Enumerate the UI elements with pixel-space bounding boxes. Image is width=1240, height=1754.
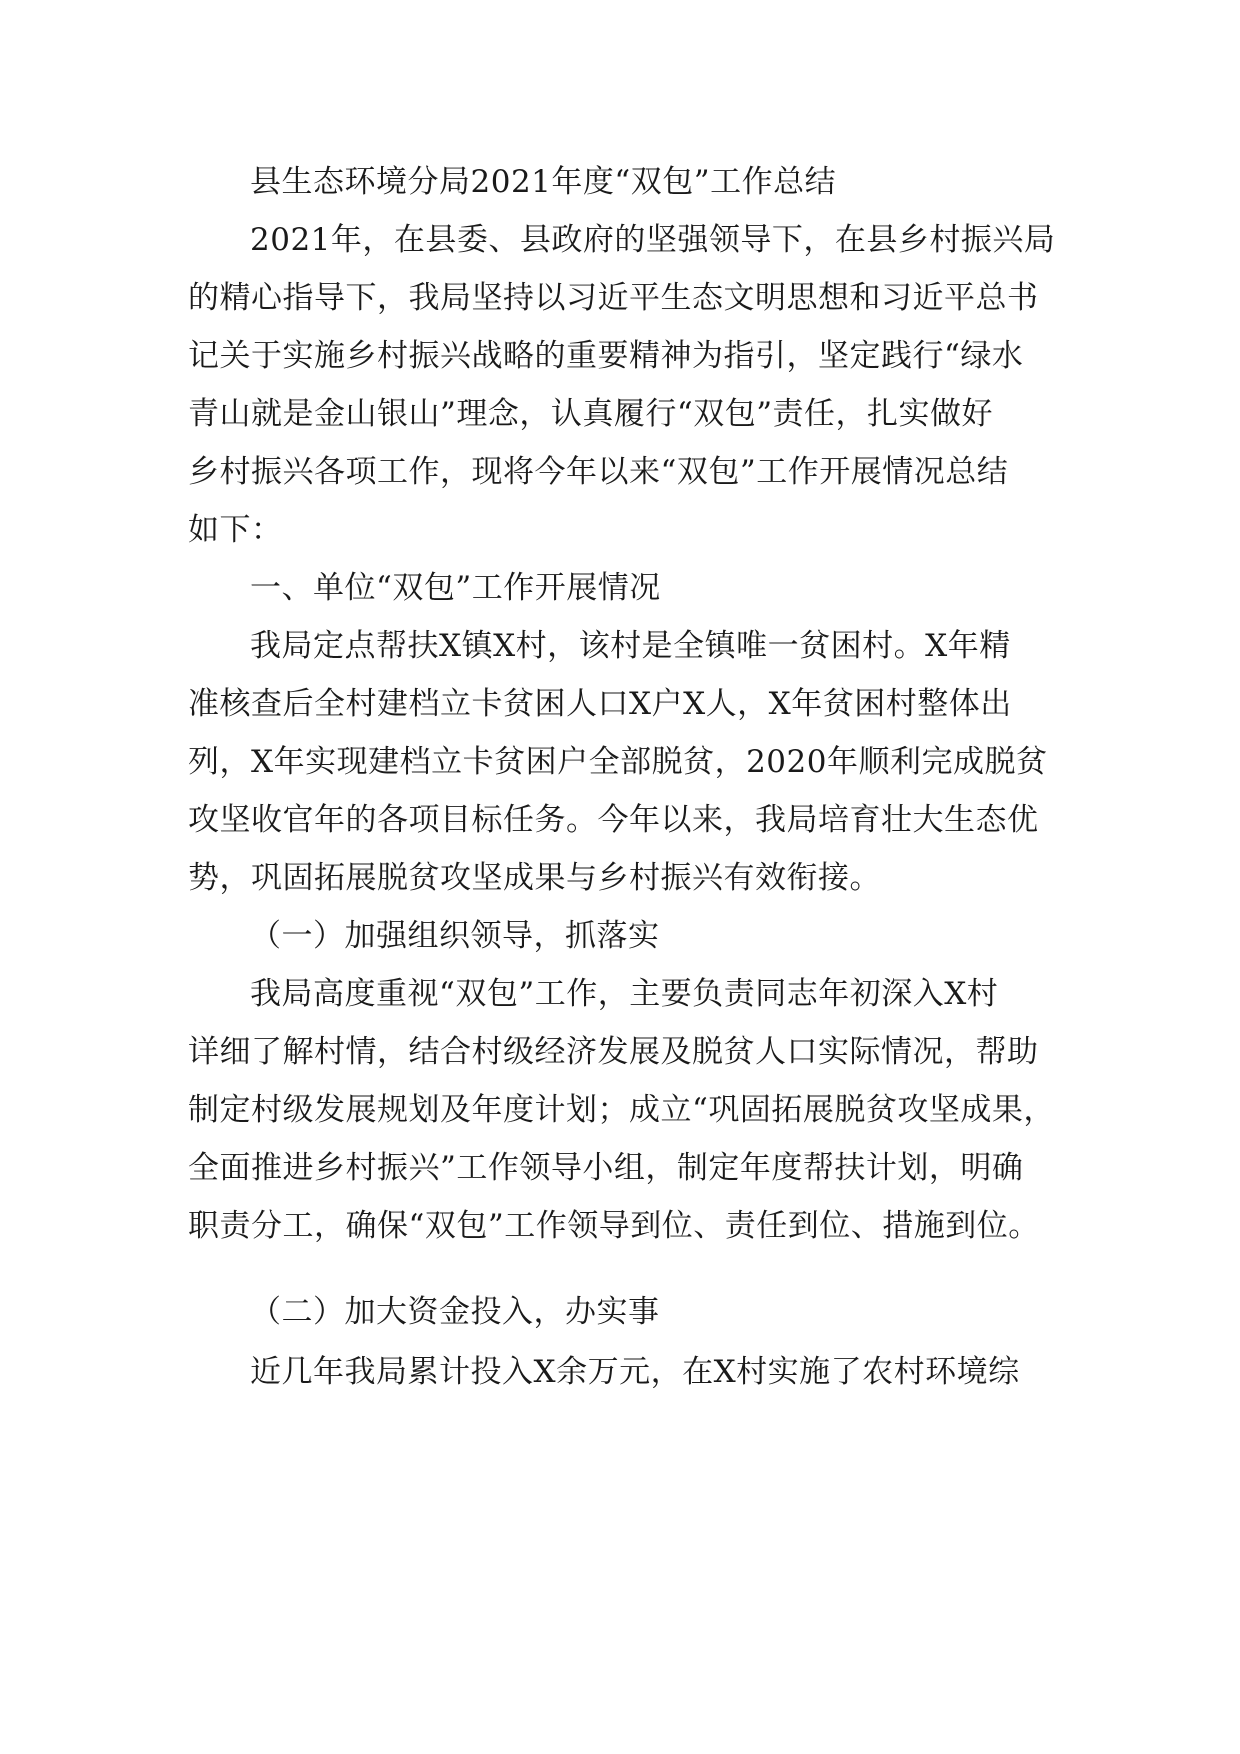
subsection-heading: （一）加强组织领导，抓落实 — [250, 918, 660, 954]
paragraph-line: 攻坚收官年的各项目标任务。今年以来，我局培育壮大生态优 — [188, 802, 1039, 838]
paragraph-line: 我局定点帮扶X镇X村，该村是全镇唯一贫困村。X年精 — [250, 628, 1011, 664]
paragraph-line: 青山就是金山银山”理念，认真履行“双包”责任，扎实做好 — [188, 396, 994, 432]
paragraph-line: 详细了解村情，结合村级经济发展及脱贫人口实际情况，帮助 — [188, 1034, 1039, 1070]
paragraph-line: 制定村级发展规划及年度计划；成立“巩固拓展脱贫攻坚成果， — [188, 1092, 1055, 1128]
paragraph-line: 如下： — [188, 512, 283, 548]
document-title: 县生态环境分局2021年度“双包”工作总结 — [250, 164, 837, 200]
subsection-heading: （二）加大资金投入，办实事 — [250, 1294, 660, 1330]
paragraph-line: 准核查后全村建档立卡贫困人口X户X人，X年贫困村整体出 — [188, 686, 1012, 722]
paragraph-line: 记关于实施乡村振兴战略的重要精神为指引，坚定践行“绿水 — [188, 338, 1024, 374]
paragraph-line: 全面推进乡村振兴”工作领导小组，制定年度帮扶计划，明确 — [188, 1150, 1024, 1186]
section-heading: 一、单位“双包”工作开展情况 — [250, 570, 661, 606]
paragraph-line: 我局高度重视“双包”工作，主要负责同志年初深入X村 — [250, 976, 999, 1012]
paragraph-line: 近几年我局累计投入X余万元，在X村实施了农村环境综 — [250, 1354, 1020, 1390]
paragraph-line: 2021年，在县委、县政府的坚强领导下，在县乡村振兴局 — [250, 222, 1056, 258]
paragraph-line: 势，巩固拓展脱贫攻坚成果与乡村振兴有效衔接。 — [188, 860, 881, 896]
paragraph-line: 乡村振兴各项工作，现将今年以来“双包”工作开展情况总结 — [188, 454, 1009, 490]
paragraph-line: 列，X年实现建档立卡贫困户全部脱贫，2020年顺利完成脱贫 — [188, 744, 1048, 780]
paragraph-line: 的精心指导下，我局坚持以习近平生态文明思想和习近平总书 — [188, 280, 1039, 316]
paragraph-line: 职责分工，确保“双包”工作领导到位、责任到位、措施到位。 — [188, 1208, 1040, 1244]
